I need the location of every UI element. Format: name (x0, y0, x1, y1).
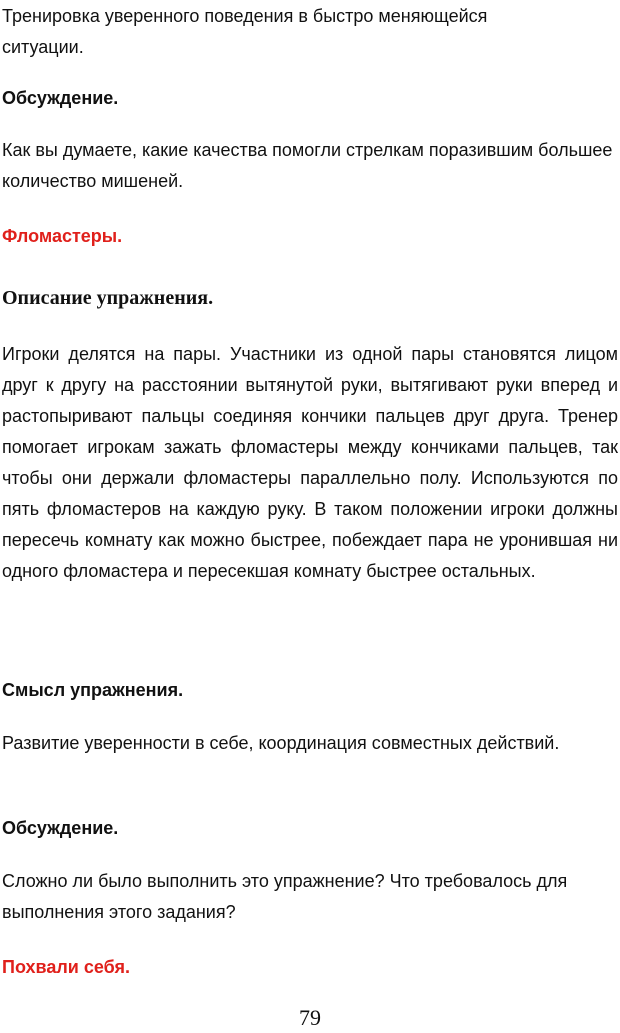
discussion-heading-2: Обсуждение. (2, 818, 119, 838)
next-exercise-title: Похвали себя. (2, 957, 131, 977)
intro-paragraph: Тренировка уверенного поведения в быстро меняющейся ситуации. (2, 6, 488, 57)
exercise-title: Фломастеры. (2, 226, 123, 246)
discussion-heading: Обсуждение. (2, 88, 119, 108)
description-heading: Описание упражнения. (2, 287, 214, 309)
discussion-paragraph: Как вы думаете, какие качества помогли стрелкам поразившим большее количество мишеней. (2, 140, 613, 191)
meaning-paragraph: Развитие уверенности в себе, координация совместных действий. (2, 733, 560, 753)
description-paragraph: Игроки делятся на пары. Участники из одной пары становятся лицом друг к другу на расстоянии вытянутой руки, вытягивают руки вперед и растопыривают пальцы соединяя кончики пальцев друг друга. Тренер помогает игрокам зажать фломастеры между кончиками пальцев, так чтобы они держали фломастеры параллельно полу. Используются по пять фломастеров на каждую руку. В таком положении игроки должны пересечь комнату как можно быстрее, побеждает пара не уронившая ни одного фломастера и пересекшая комнату быстрее остальных. (2, 344, 618, 581)
discussion-paragraph-2: Сложно ли было выполнить это упражнение? Что требовалось для выполнения этого задания? (2, 871, 568, 922)
meaning-heading: Смысл упражнения. (2, 680, 184, 700)
page-number: 79 (299, 1005, 321, 1030)
